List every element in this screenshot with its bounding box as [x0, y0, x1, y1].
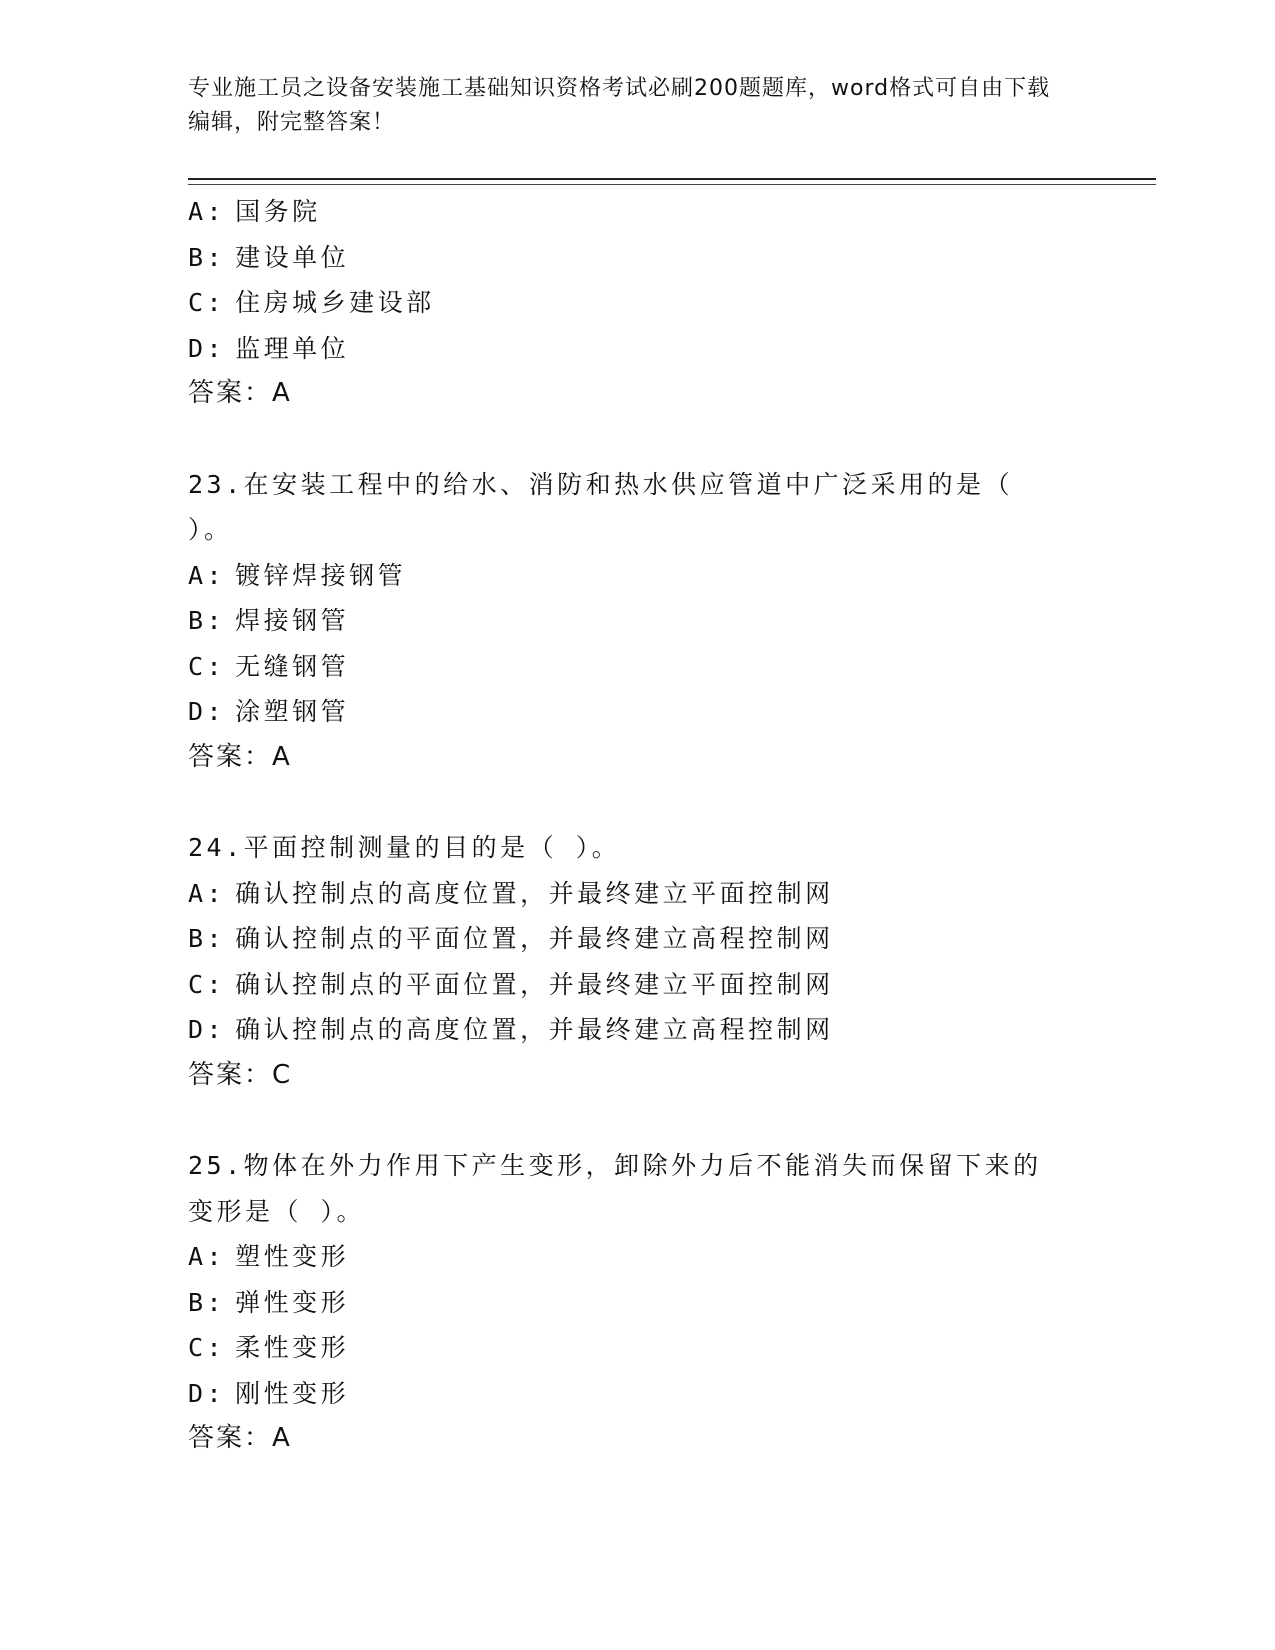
option-text: 涂塑钢管: [235, 697, 350, 726]
option-d: [188, 1371, 1088, 1417]
option-c: [188, 644, 1088, 690]
option-letter: B:: [188, 924, 226, 953]
option-a: [188, 553, 1088, 599]
option-letter: D:: [188, 1015, 226, 1044]
option-text: 住房城乡建设部: [235, 288, 435, 317]
answer-label: 答案：C: [188, 1059, 293, 1090]
option-text: 无缝钢管: [235, 651, 350, 681]
option-text: 确认控制点的高度位置，并最终建立高程控制网: [235, 1015, 834, 1044]
option-text: 国务院: [235, 197, 321, 226]
spacer: [188, 417, 1088, 462]
spacer: [188, 1098, 1088, 1143]
question-block-continued: [188, 189, 1088, 417]
option-text: 确认控制点的平面位置，并最终建立平面控制网: [235, 969, 834, 999]
option-text: 建设单位: [235, 242, 350, 272]
page-header-title: 专业施工员之设备安装施工基础知识资格考试必刷200题题库，word格式可自由下载编辑，附完整答案！: [188, 76, 1051, 135]
option-letter: C:: [188, 288, 226, 317]
option-letter: C:: [188, 651, 226, 681]
question-text: 24.平面控制测量的目的是（ ）。: [188, 833, 621, 862]
option-text: 弹性变形: [235, 1287, 350, 1317]
option-letter: D:: [188, 1378, 226, 1408]
option-c: [188, 280, 1088, 326]
option-text: 镀锌焊接钢管: [235, 560, 407, 590]
question-block-23: [188, 462, 1088, 781]
option-a: [188, 1234, 1088, 1280]
question-text: 23.在安装工程中的给水、消防和热水供应管道中广泛采用的是（ ）。: [188, 469, 1014, 544]
option-text: 柔性变形: [235, 1333, 350, 1362]
option-d: [188, 1007, 1088, 1053]
option-letter: C:: [188, 969, 226, 999]
option-letter: B:: [188, 606, 226, 635]
option-b: [188, 1280, 1088, 1326]
option-d: [188, 689, 1088, 735]
option-b: [188, 598, 1088, 644]
option-c: [188, 962, 1088, 1008]
option-text: 塑性变形: [235, 1242, 350, 1271]
header-divider-thin: [188, 184, 1156, 185]
option-letter: D:: [188, 697, 226, 726]
option-b: [188, 235, 1088, 281]
header-divider-thick: [188, 178, 1156, 180]
option-c: [188, 1325, 1088, 1371]
option-b: [188, 916, 1088, 962]
option-letter: B:: [188, 242, 226, 272]
question-list: [188, 189, 1088, 1462]
option-letter: B:: [188, 1287, 226, 1317]
question-text: 25.物体在外力作用下产生变形，卸除外力后不能消失而保留下来的变形是（ ）。: [188, 1151, 1042, 1226]
option-text: 监理单位: [235, 333, 350, 363]
option-letter: D:: [188, 333, 226, 363]
question-block-24: [188, 825, 1088, 1098]
option-letter: A:: [188, 560, 226, 590]
answer-label: 答案：A: [188, 1423, 292, 1453]
option-letter: C:: [188, 1333, 226, 1362]
option-a: [188, 189, 1088, 235]
option-d: [188, 326, 1088, 372]
option-text: 焊接钢管: [235, 606, 350, 635]
answer-label: 答案：A: [188, 741, 292, 772]
answer-label: 答案：A: [188, 378, 292, 408]
option-text: 确认控制点的平面位置，并最终建立高程控制网: [235, 924, 834, 953]
spacer: [188, 780, 1088, 825]
option-letter: A:: [188, 878, 226, 908]
question-block-25: [188, 1143, 1088, 1462]
option-text: 刚性变形: [235, 1378, 350, 1408]
option-letter: A:: [188, 197, 226, 226]
option-a: [188, 871, 1088, 917]
option-letter: A:: [188, 1242, 226, 1271]
option-text: 确认控制点的高度位置，并最终建立平面控制网: [235, 878, 834, 908]
